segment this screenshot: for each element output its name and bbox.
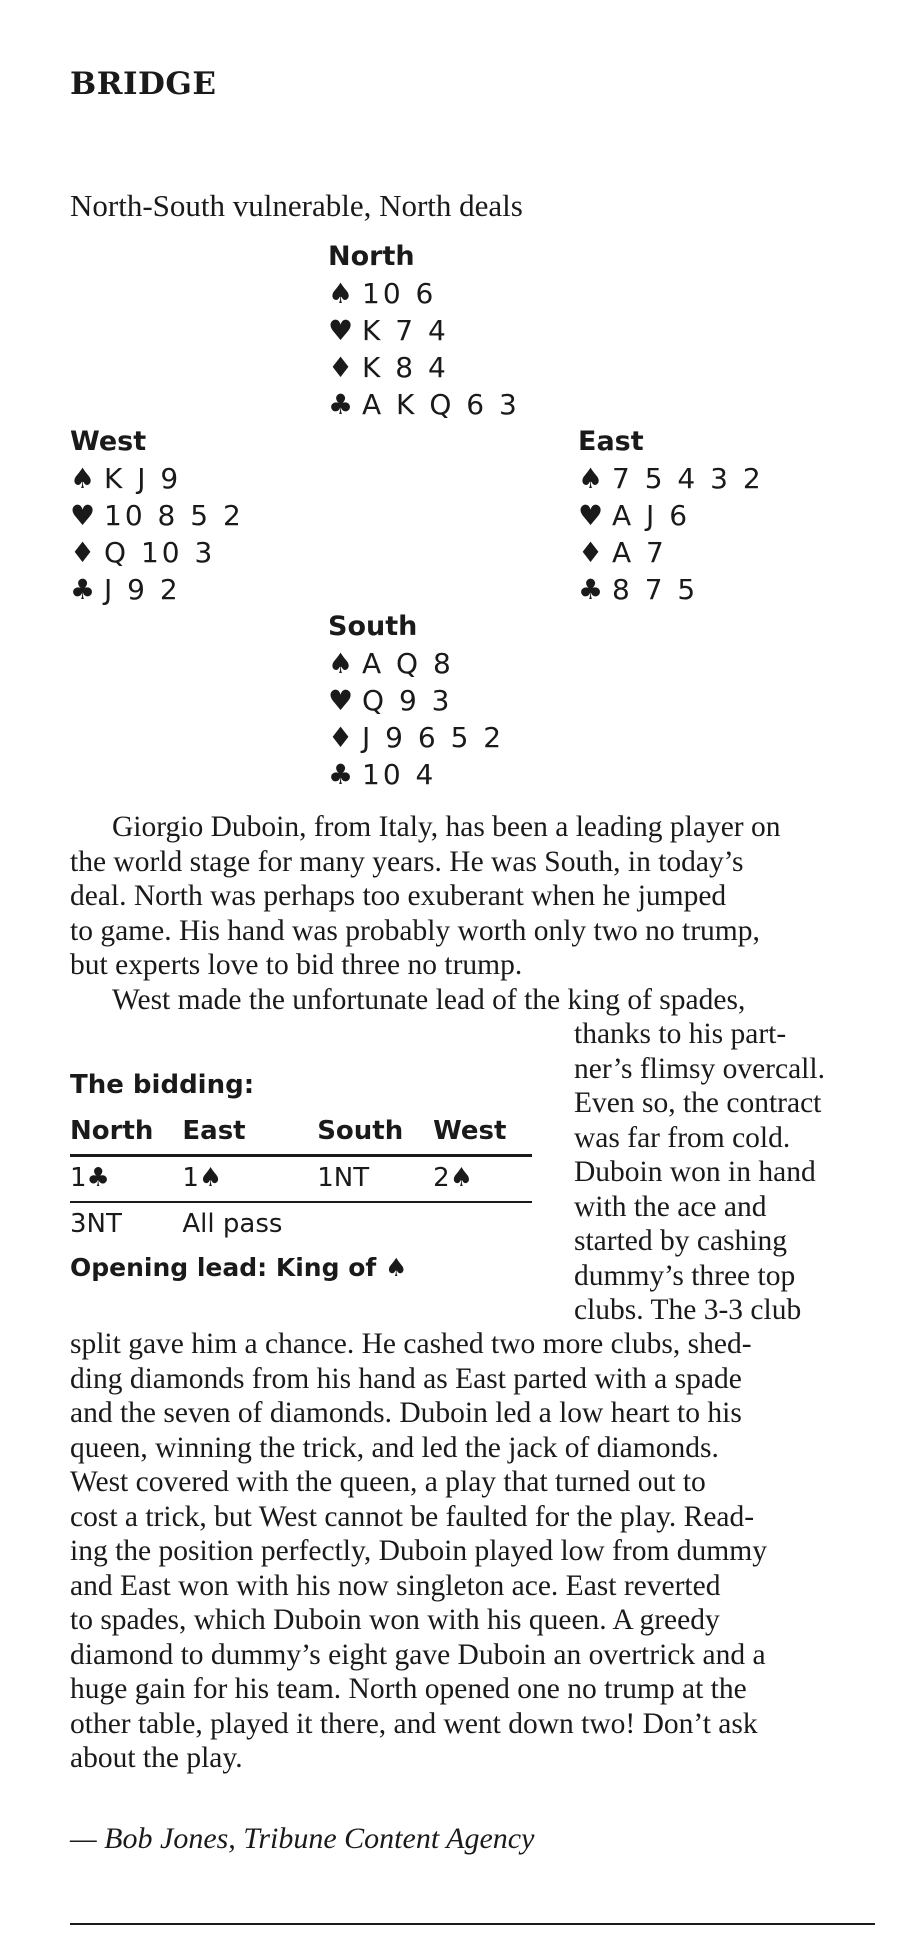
article-line: the world stage for many years. He was South, in today’s	[70, 845, 744, 878]
hand-north	[328, 238, 520, 423]
vulnerability-line: North-South vulnerable, North deals	[70, 188, 523, 223]
article-line: West covered with the queen, a play that turned out to	[70, 1466, 706, 1498]
spade-icon: ♠	[70, 462, 96, 495]
hand-east	[578, 423, 764, 608]
spade-icon: ♠	[328, 277, 354, 310]
hand-north-diamonds: ♦ K 8 4	[328, 351, 449, 384]
article-line: to spades, which Duboin won with his queen. A greedy	[70, 1604, 720, 1636]
hand-south-hearts: ♥ Q 9 3	[328, 684, 453, 717]
bid-cell: 2♠	[433, 1156, 532, 1203]
article-line: and the seven of diamonds. Duboin led a low heart to his	[70, 1397, 742, 1429]
bidding-table	[70, 1110, 532, 1247]
bidding-row	[70, 1202, 532, 1247]
hand-west-clubs: ♣ J 9 2	[70, 573, 181, 606]
club-icon: ♣	[70, 573, 96, 606]
bidding-header-north: North	[70, 1110, 182, 1156]
column-title: BRIDGE	[70, 66, 217, 102]
bidding-header-south: South	[317, 1110, 433, 1156]
hand-east-diamonds: ♦ A 7	[578, 536, 667, 569]
heart-icon: ♥	[578, 499, 604, 532]
spade-icon: ♠	[578, 462, 604, 495]
hand-south-name: South	[328, 611, 418, 642]
article-line: thanks to his part-	[574, 1018, 787, 1050]
article-line: diamond to dummy’s eight gave Duboin an overtrick and a	[70, 1638, 766, 1671]
article-line: other table, played it there, and went down two! Don’t ask	[70, 1707, 758, 1740]
article-line: West made the unfortunate lead of the king of spades,	[112, 983, 746, 1016]
article-paragraph-2	[70, 1327, 885, 1776]
article-line: but experts love to bid three no trump.	[70, 949, 523, 981]
hand-north-clubs: ♣ A K Q 6 3	[328, 388, 520, 421]
hand-south-diamonds: ♦ J 9 6 5 2	[328, 721, 505, 754]
hand-west-name: West	[70, 426, 147, 457]
club-icon: ♣	[578, 573, 604, 606]
bid-cell: All pass	[182, 1209, 283, 1239]
article-line: split gave him a chance. He cashed two more clubs, shed-	[70, 1328, 752, 1360]
club-icon: ♣	[328, 758, 354, 791]
bid-cell: 1♣	[70, 1156, 182, 1203]
article-line: Even so, the contract	[574, 1087, 822, 1119]
spade-icon: ♠	[328, 647, 354, 680]
hand-south-spades: ♠ A Q 8	[328, 647, 454, 680]
article-line: Giorgio Duboin, from Italy, has been a leading player on	[112, 811, 781, 843]
article-line: clubs. The 3-3 club	[574, 1294, 802, 1326]
article-line: started by cashing	[574, 1225, 787, 1257]
article-column-text	[574, 1017, 894, 1328]
hand-east-hearts: ♥ A J 6	[578, 499, 691, 532]
article-line: and East won with his now singleton ace. East reverted	[70, 1569, 721, 1602]
opening-lead: Opening lead: King of ♠	[70, 1253, 408, 1282]
bid-cell	[317, 1202, 433, 1247]
hand-west-spades: ♠ K J 9	[70, 462, 182, 495]
hand-east-clubs: ♣ 8 7 5	[578, 573, 699, 606]
hand-south	[328, 608, 504, 793]
bid-cell: 1NT	[317, 1156, 433, 1203]
hand-north-hearts: ♥ K 7 4	[328, 314, 449, 347]
article-line: ding diamonds from his hand as East parted with a spade	[70, 1362, 742, 1395]
article-line: cost a trick, but West cannot be faulted for the play. Read-	[70, 1500, 755, 1533]
bidding-title: The bidding:	[70, 1070, 255, 1100]
hand-west-hearts: ♥ 10 8 5 2	[70, 499, 244, 532]
article-line: about the play.	[70, 1742, 243, 1774]
hand-west	[70, 423, 244, 608]
byline: — Bob Jones, Tribune Content Agency	[70, 1822, 535, 1855]
article-line: ner’s flimsy overcall.	[574, 1052, 825, 1085]
article-line: deal. North was perhaps too exuberant when he jumped	[70, 880, 727, 912]
article-line: Duboin won in hand	[574, 1156, 816, 1188]
divider	[70, 1923, 875, 1925]
heart-icon: ♥	[70, 499, 96, 532]
hand-east-spades: ♠ 7 5 4 3 2	[578, 462, 764, 495]
hand-east-name: East	[578, 426, 644, 457]
heart-icon: ♥	[328, 314, 354, 347]
article-line: queen, winning the trick, and led the jack of diamonds.	[70, 1431, 719, 1464]
bid-cell: 1♠	[182, 1156, 317, 1203]
bid-cell: 3NT	[70, 1209, 122, 1239]
bidding-box	[70, 1070, 532, 1282]
article-paragraph-1	[70, 810, 885, 1017]
bidding-header-west: West	[433, 1110, 532, 1156]
article-line: with the ace and	[574, 1190, 767, 1223]
hand-west-diamonds: ♦ Q 10 3	[70, 536, 216, 569]
club-icon: ♣	[328, 388, 354, 421]
article-line: was far from cold.	[574, 1121, 791, 1154]
diamond-icon: ♦	[70, 536, 96, 569]
bidding-header-east: East	[182, 1110, 317, 1156]
bid-cell	[433, 1202, 532, 1247]
diamond-icon: ♦	[578, 536, 604, 569]
hand-north-name: North	[328, 241, 415, 272]
article-line: huge gain for his team. North opened one no trump at the	[70, 1673, 747, 1705]
article-line: dummy’s three top	[574, 1259, 796, 1292]
heart-icon: ♥	[328, 684, 354, 717]
bidding-row	[70, 1156, 532, 1203]
hand-north-spades: ♠ 10 6	[328, 277, 437, 310]
article-line: ing the position perfectly, Duboin played low from dummy	[70, 1535, 767, 1567]
article-line: to game. His hand was probably worth only two no trump,	[70, 914, 760, 947]
hand-south-clubs: ♣ 10 4	[328, 758, 437, 791]
diamond-icon: ♦	[328, 351, 354, 384]
diamond-icon: ♦	[328, 721, 354, 754]
